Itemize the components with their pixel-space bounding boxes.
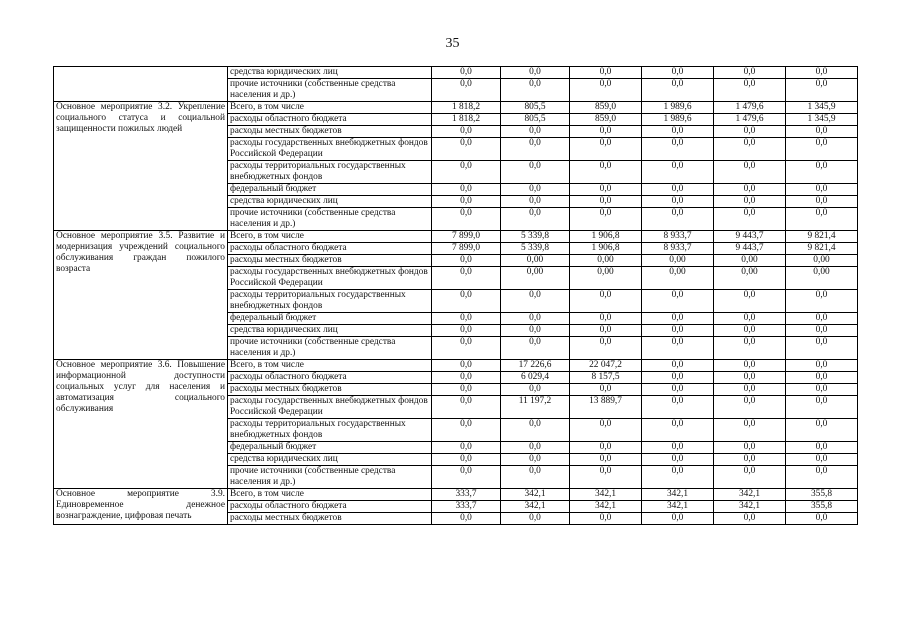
- amount-cell: 0,0: [570, 337, 642, 360]
- amount-cell: 0,00: [786, 267, 858, 290]
- amount-cell: 0,0: [786, 196, 858, 208]
- table-row: [54, 360, 858, 372]
- funding-source-cell: Всего, в том числе: [228, 231, 432, 243]
- activity-cell: Основное мероприятие 3.5. Развитие и модернизация учреждений социального обслуживания граждан пожилого возраста: [54, 231, 228, 360]
- amount-cell: 0,0: [642, 67, 714, 79]
- amount-cell: 0,0: [501, 384, 570, 396]
- funding-source-cell: средства юридических лиц: [228, 454, 432, 466]
- amount-cell: 1 906,8: [570, 243, 642, 255]
- page-number: 35: [445, 36, 460, 51]
- amount-cell: 0,0: [432, 79, 501, 102]
- funding-source-cell: Всего, в том числе: [228, 102, 432, 114]
- amount-cell: 342,1: [570, 501, 642, 513]
- funding-source-cell: расходы территориальных государственных внебюджетных фондов: [228, 161, 432, 184]
- amount-cell: 355,8: [786, 501, 858, 513]
- table-row: [54, 67, 858, 79]
- amount-cell: 0,0: [432, 208, 501, 231]
- amount-cell: 0,0: [570, 126, 642, 138]
- amount-cell: 0,0: [714, 138, 786, 161]
- amount-cell: 0,0: [570, 67, 642, 79]
- amount-cell: 0,0: [786, 396, 858, 419]
- amount-cell: 0,0: [570, 454, 642, 466]
- amount-cell: 0,0: [501, 513, 570, 525]
- amount-cell: 0,0: [501, 67, 570, 79]
- amount-cell: 0,0: [501, 313, 570, 325]
- amount-cell: 0,0: [714, 126, 786, 138]
- table-row: [54, 489, 858, 501]
- amount-cell: 333,7: [432, 501, 501, 513]
- amount-cell: 0,0: [714, 184, 786, 196]
- amount-cell: 0,0: [642, 161, 714, 184]
- funding-source-cell: прочие источники (собственные средства населения и др.): [228, 337, 432, 360]
- amount-cell: 0,0: [714, 313, 786, 325]
- funding-source-cell: расходы территориальных государственных внебюджетных фондов: [228, 419, 432, 442]
- amount-cell: 0,0: [432, 396, 501, 419]
- amount-cell: 1 989,6: [642, 102, 714, 114]
- amount-cell: 0,00: [714, 255, 786, 267]
- amount-cell: 0,0: [432, 161, 501, 184]
- amount-cell: 1 818,2: [432, 102, 501, 114]
- amount-cell: 13 889,7: [570, 396, 642, 419]
- amount-cell: 0,0: [432, 313, 501, 325]
- amount-cell: 0,0: [501, 208, 570, 231]
- amount-cell: 0,0: [786, 184, 858, 196]
- amount-cell: 22 047,2: [570, 360, 642, 372]
- amount-cell: 0,00: [570, 267, 642, 290]
- amount-cell: 0,0: [570, 196, 642, 208]
- amount-cell: 8 933,7: [642, 231, 714, 243]
- amount-cell: 0,0: [642, 360, 714, 372]
- amount-cell: 0,0: [570, 313, 642, 325]
- amount-cell: 0,0: [786, 67, 858, 79]
- amount-cell: 0,0: [786, 372, 858, 384]
- amount-cell: 0,0: [714, 419, 786, 442]
- amount-cell: 1 479,6: [714, 114, 786, 126]
- funding-source-cell: Всего, в том числе: [228, 489, 432, 501]
- amount-cell: 0,0: [432, 138, 501, 161]
- amount-cell: 1 989,6: [642, 114, 714, 126]
- amount-cell: 0,0: [432, 442, 501, 454]
- funding-source-cell: федеральный бюджет: [228, 184, 432, 196]
- amount-cell: 0,0: [786, 454, 858, 466]
- amount-cell: 0,00: [714, 267, 786, 290]
- amount-cell: 0,0: [501, 79, 570, 102]
- funding-source-cell: расходы территориальных государственных внебюджетных фондов: [228, 290, 432, 313]
- amount-cell: 0,0: [432, 384, 501, 396]
- amount-cell: 0,0: [570, 184, 642, 196]
- amount-cell: 0,0: [432, 126, 501, 138]
- amount-cell: 0,0: [501, 126, 570, 138]
- amount-cell: 0,0: [642, 337, 714, 360]
- amount-cell: 17 226,6: [501, 360, 570, 372]
- funding-source-cell: средства юридических лиц: [228, 67, 432, 79]
- amount-cell: 7 899,0: [432, 231, 501, 243]
- amount-cell: 1 345,9: [786, 114, 858, 126]
- amount-cell: 5 339,8: [501, 231, 570, 243]
- amount-cell: 0,0: [786, 208, 858, 231]
- funding-source-cell: расходы государственных внебюджетных фондов Российской Федерации: [228, 267, 432, 290]
- amount-cell: 0,0: [432, 184, 501, 196]
- amount-cell: 0,0: [432, 325, 501, 337]
- amount-cell: 0,0: [642, 384, 714, 396]
- amount-cell: 0,0: [642, 138, 714, 161]
- amount-cell: 0,0: [786, 161, 858, 184]
- amount-cell: 8 157,5: [570, 372, 642, 384]
- amount-cell: 0,00: [570, 255, 642, 267]
- amount-cell: 0,0: [642, 419, 714, 442]
- amount-cell: 0,0: [642, 290, 714, 313]
- amount-cell: 0,0: [570, 419, 642, 442]
- amount-cell: 0,0: [714, 466, 786, 489]
- funding-source-cell: федеральный бюджет: [228, 442, 432, 454]
- amount-cell: 8 933,7: [642, 243, 714, 255]
- amount-cell: 0,0: [570, 138, 642, 161]
- amount-cell: 0,0: [786, 313, 858, 325]
- amount-cell: 0,00: [642, 267, 714, 290]
- amount-cell: 0,0: [432, 466, 501, 489]
- funding-source-cell: средства юридических лиц: [228, 196, 432, 208]
- funding-source-cell: средства юридических лиц: [228, 325, 432, 337]
- amount-cell: 342,1: [642, 489, 714, 501]
- amount-cell: 0,0: [714, 513, 786, 525]
- amount-cell: 0,0: [714, 442, 786, 454]
- funding-source-cell: расходы областного бюджета: [228, 114, 432, 126]
- amount-cell: 342,1: [714, 489, 786, 501]
- amount-cell: 0,0: [786, 513, 858, 525]
- amount-cell: 0,0: [570, 513, 642, 525]
- amount-cell: 0,0: [714, 79, 786, 102]
- amount-cell: 0,0: [432, 337, 501, 360]
- funding-source-cell: расходы местных бюджетов: [228, 126, 432, 138]
- funding-source-cell: федеральный бюджет: [228, 313, 432, 325]
- amount-cell: 0,0: [714, 161, 786, 184]
- amount-cell: 0,0: [642, 126, 714, 138]
- amount-cell: 9 443,7: [714, 231, 786, 243]
- amount-cell: 0,0: [714, 372, 786, 384]
- amount-cell: 7 899,0: [432, 243, 501, 255]
- amount-cell: 0,00: [786, 255, 858, 267]
- amount-cell: 0,0: [786, 325, 858, 337]
- amount-cell: 9 821,4: [786, 231, 858, 243]
- funding-source-cell: расходы областного бюджета: [228, 243, 432, 255]
- amount-cell: 0,0: [642, 454, 714, 466]
- amount-cell: 11 197,2: [501, 396, 570, 419]
- budget-table: [53, 66, 858, 525]
- amount-cell: 0,0: [786, 337, 858, 360]
- table-row: [54, 102, 858, 114]
- amount-cell: 0,0: [570, 290, 642, 313]
- amount-cell: 0,0: [786, 290, 858, 313]
- activity-cell: Основное мероприятие 3.9. Единовременное денежное вознаграждение, цифровая печать: [54, 489, 228, 525]
- amount-cell: 342,1: [642, 501, 714, 513]
- amount-cell: 9 821,4: [786, 243, 858, 255]
- amount-cell: 0,0: [432, 196, 501, 208]
- amount-cell: 0,0: [501, 337, 570, 360]
- activity-cell: [54, 67, 228, 102]
- amount-cell: 0,0: [714, 208, 786, 231]
- funding-source-cell: расходы областного бюджета: [228, 501, 432, 513]
- funding-source-cell: расходы местных бюджетов: [228, 513, 432, 525]
- funding-source-cell: прочие источники (собственные средства населения и др.): [228, 466, 432, 489]
- amount-cell: 0,0: [501, 184, 570, 196]
- activity-cell: Основное мероприятие 3.2. Укрепление социального статуса и социальной защищенности пожилых людей: [54, 102, 228, 231]
- amount-cell: 0,00: [642, 255, 714, 267]
- amount-cell: 0,0: [642, 396, 714, 419]
- amount-cell: 0,0: [570, 79, 642, 102]
- amount-cell: 5 339,8: [501, 243, 570, 255]
- amount-cell: 1 345,9: [786, 102, 858, 114]
- amount-cell: 0,0: [786, 126, 858, 138]
- amount-cell: 0,0: [432, 419, 501, 442]
- amount-cell: 0,0: [501, 419, 570, 442]
- amount-cell: 0,0: [501, 138, 570, 161]
- amount-cell: 0,0: [786, 466, 858, 489]
- amount-cell: 0,0: [501, 161, 570, 184]
- amount-cell: 1 906,8: [570, 231, 642, 243]
- amount-cell: 0,0: [432, 67, 501, 79]
- amount-cell: 0,0: [432, 454, 501, 466]
- funding-source-cell: расходы государственных внебюджетных фондов Российской Федерации: [228, 396, 432, 419]
- amount-cell: 805,5: [501, 114, 570, 126]
- amount-cell: 0,0: [432, 513, 501, 525]
- amount-cell: 6 029,4: [501, 372, 570, 384]
- amount-cell: 0,0: [432, 255, 501, 267]
- amount-cell: 0,0: [570, 384, 642, 396]
- amount-cell: 342,1: [714, 501, 786, 513]
- funding-source-cell: расходы областного бюджета: [228, 372, 432, 384]
- amount-cell: 355,8: [786, 489, 858, 501]
- amount-cell: 0,0: [642, 372, 714, 384]
- amount-cell: 0,0: [786, 79, 858, 102]
- amount-cell: 0,0: [786, 384, 858, 396]
- amount-cell: 0,0: [786, 138, 858, 161]
- amount-cell: 805,5: [501, 102, 570, 114]
- amount-cell: 0,0: [501, 454, 570, 466]
- amount-cell: 0,0: [501, 196, 570, 208]
- amount-cell: 0,0: [570, 442, 642, 454]
- amount-cell: 0,0: [642, 466, 714, 489]
- amount-cell: 0,00: [501, 267, 570, 290]
- amount-cell: 342,1: [501, 501, 570, 513]
- amount-cell: 0,0: [714, 196, 786, 208]
- amount-cell: 0,00: [501, 255, 570, 267]
- amount-cell: 9 443,7: [714, 243, 786, 255]
- amount-cell: 0,0: [714, 396, 786, 419]
- amount-cell: 0,0: [642, 208, 714, 231]
- amount-cell: 0,0: [570, 208, 642, 231]
- activity-cell: Основное мероприятие 3.6. Повышение информационной доступности социальных услуг для населения и автоматизация социального обслуживания: [54, 360, 228, 489]
- amount-cell: 0,0: [432, 372, 501, 384]
- amount-cell: 0,0: [714, 360, 786, 372]
- amount-cell: 333,7: [432, 489, 501, 501]
- amount-cell: 342,1: [501, 489, 570, 501]
- amount-cell: 0,0: [432, 267, 501, 290]
- amount-cell: 342,1: [570, 489, 642, 501]
- amount-cell: 0,0: [501, 466, 570, 489]
- funding-source-cell: прочие источники (собственные средства населения и др.): [228, 208, 432, 231]
- amount-cell: 0,0: [642, 513, 714, 525]
- amount-cell: 0,0: [570, 466, 642, 489]
- amount-cell: 0,0: [642, 442, 714, 454]
- funding-source-cell: расходы местных бюджетов: [228, 384, 432, 396]
- funding-source-cell: расходы местных бюджетов: [228, 255, 432, 267]
- amount-cell: 0,0: [501, 325, 570, 337]
- amount-cell: 0,0: [570, 161, 642, 184]
- amount-cell: 0,0: [642, 184, 714, 196]
- funding-source-cell: Всего, в том числе: [228, 360, 432, 372]
- amount-cell: 0,0: [501, 442, 570, 454]
- amount-cell: 0,0: [714, 454, 786, 466]
- amount-cell: 0,0: [714, 384, 786, 396]
- amount-cell: 0,0: [786, 419, 858, 442]
- amount-cell: 1 818,2: [432, 114, 501, 126]
- amount-cell: 0,0: [642, 79, 714, 102]
- funding-source-cell: расходы государственных внебюджетных фондов Российской Федерации: [228, 138, 432, 161]
- amount-cell: 0,0: [642, 325, 714, 337]
- amount-cell: 0,0: [714, 325, 786, 337]
- amount-cell: 859,0: [570, 114, 642, 126]
- amount-cell: 859,0: [570, 102, 642, 114]
- table-row: [54, 231, 858, 243]
- amount-cell: 0,0: [432, 360, 501, 372]
- amount-cell: 0,0: [786, 360, 858, 372]
- amount-cell: 0,0: [432, 290, 501, 313]
- amount-cell: 0,0: [501, 290, 570, 313]
- amount-cell: 0,0: [786, 442, 858, 454]
- amount-cell: 0,0: [570, 325, 642, 337]
- amount-cell: 0,0: [642, 196, 714, 208]
- amount-cell: 0,0: [714, 290, 786, 313]
- amount-cell: 0,0: [714, 67, 786, 79]
- amount-cell: 0,0: [714, 337, 786, 360]
- amount-cell: 0,0: [642, 313, 714, 325]
- funding-source-cell: прочие источники (собственные средства населения и др.): [228, 79, 432, 102]
- amount-cell: 1 479,6: [714, 102, 786, 114]
